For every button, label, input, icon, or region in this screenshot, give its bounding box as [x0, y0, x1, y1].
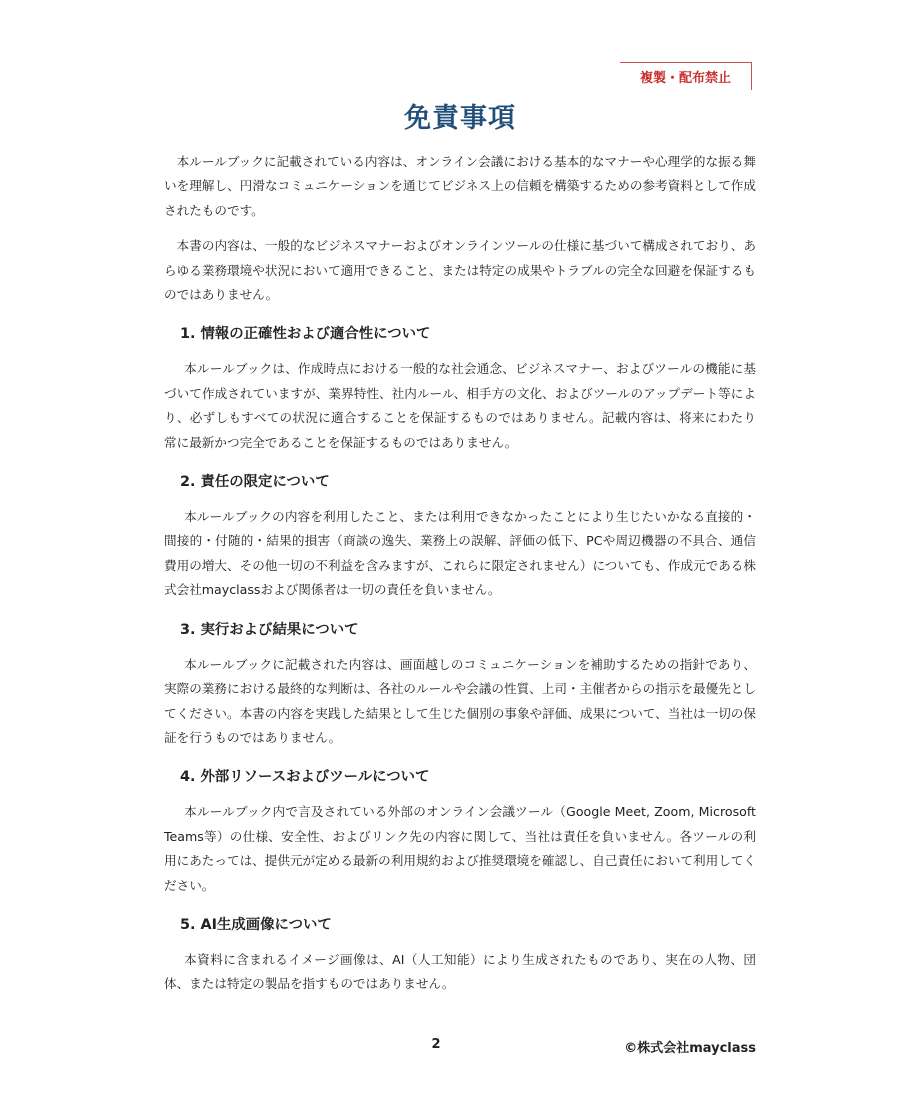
section-heading: 5. AI生成画像について: [180, 916, 332, 933]
copyright-notice: ©株式会社mayclass: [624, 1041, 756, 1056]
section-heading: 3. 実行および結果について: [180, 621, 359, 638]
intro-paragraph-1: 本ルールブックに記載されている内容は、オンライン会議における基本的なマナーや心理学的な振る舞いを理解し、円滑なコミュニケーションを通じてビジネス上の信頼を構築するための参考資料として作成されたものです。: [164, 154, 756, 218]
section-body: 本ルールブックの内容を利用したこと、または利用できなかったことにより生じたいかなる直接的・間接的・付随的・結果的損害（商談の逸失、業務上の誤解、評価の低下、PCや周辺機器の不具合、通信費用の増大、その他一切の不利益を含みますが、これらに限定されません）についても、作成元である株式会社mayclassおよび関係者は一切の責任を負いません。: [164, 509, 756, 598]
intro-paragraph-2: 本書の内容は、一般的なビジネスマナーおよびオンラインツールの仕様に基づいて構成されており、あらゆる業務環境や状況において適用できること、または特定の成果やトラブルの完全な回避を保証するものではありません。: [164, 238, 756, 303]
section-heading: 2. 責任の限定について: [180, 474, 330, 491]
section-liability: [164, 469, 756, 603]
section-accuracy: [164, 321, 756, 455]
copy-prohibited-stamp: 複製・配布禁止: [620, 62, 752, 90]
section-body: 本ルールブックは、作成時点における一般的な社会通念、ビジネスマナー、およびツールの機能に基づいて作成されていますが、業界特性、社内ルール、相手方の文化、およびツールのアップデート等により、必ずしもすべての状況に適合することを保証するものではありません。記載内容は、将来にわたり常に最新かつ完全であることを保証するものではありません。: [164, 361, 756, 450]
section-body: 本ルールブックに記載された内容は、画面越しのコミュニケーションを補助するための指針であり、実際の業務における最終的な判断は、各社のルールや会議の性質、上司・主催者からの指示を最優先としてください。本書の内容を実践した結果として生じた個別の事象や評価、成果について、当社は一切の保証を行うものではありません。: [164, 656, 756, 745]
section-body: 本資料に含まれるイメージ画像は、AI（人工知能）により生成されたものであり、実在の人物、団体、または特定の製品を指すものではありません。: [164, 951, 756, 992]
page-title: 免責事項: [404, 103, 516, 134]
disclaimer-content: [164, 150, 756, 997]
section-body: 本ルールブック内で言及されている外部のオンライン会議ツール（Google Meet, Zoom, Microsoft Teams等）の仕様、安全性、およびリンク先の内容に関して、当社は責任を負いません。各ツールの利用にあたっては、提供元が定める最新の利用規約および推奨環境を確認し、自己責任において利用してください。: [164, 804, 756, 893]
section-ai-images: [164, 912, 756, 997]
page-number: 2: [431, 1037, 441, 1052]
section-heading: 4. 外部リソースおよびツールについて: [180, 769, 430, 786]
section-heading: 1. 情報の正確性および適合性について: [180, 326, 431, 343]
section-external-tools: [164, 764, 756, 898]
section-execution: [164, 617, 756, 751]
